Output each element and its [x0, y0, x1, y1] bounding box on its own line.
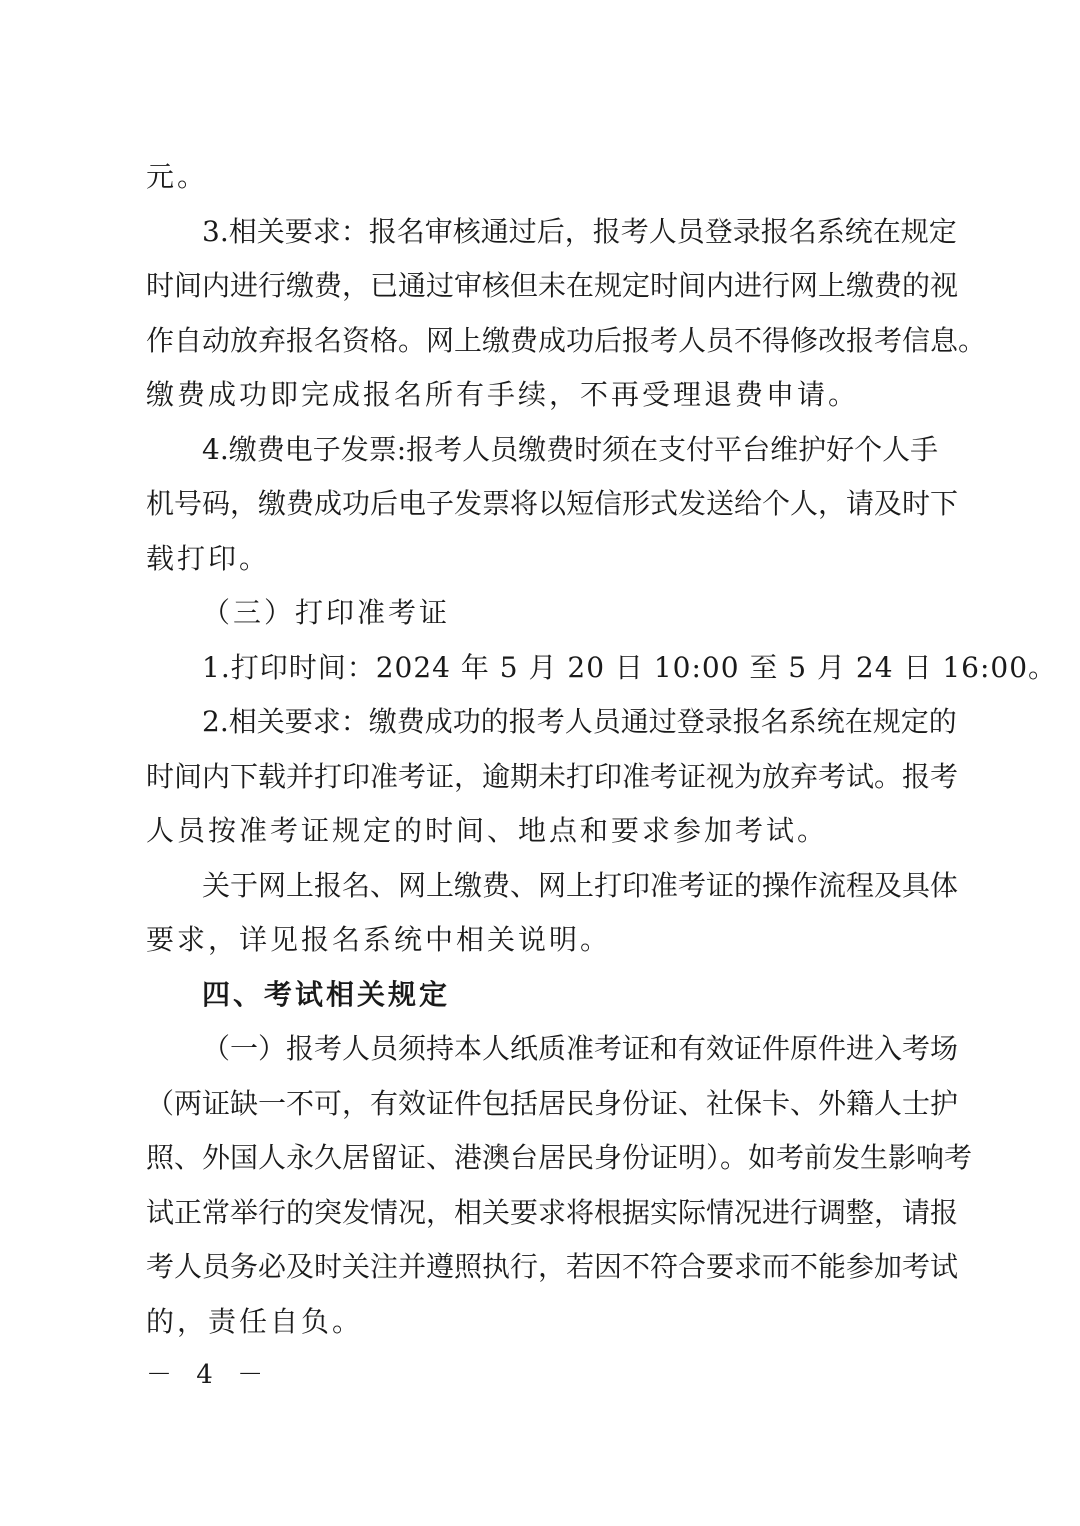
text-line: 时间内下载并打印准考证，逾期未打印准考证视为放弃考试。报考	[146, 759, 959, 793]
text-line: 1.打印时间：2024 年 5 月 20 日 10:00 至 5 月 24 日 16:00。	[202, 650, 1058, 684]
text-line: 2.相关要求：缴费成功的报考人员通过登录报名系统在规定的	[202, 705, 957, 738]
text-line: 要求，详见报名系统中相关说明。	[146, 923, 612, 956]
text-line: 缴费成功即完成报名所有手续，不再受理退费申请。	[146, 378, 860, 411]
text-line: 的，责任自负。	[146, 1304, 364, 1338]
text-line: 载打印。	[146, 541, 271, 575]
text-line: （一）报考人员须持本人纸质准考证和有效证件原件进入考场	[202, 1032, 959, 1065]
text-line: 机号码，缴费成功后电子发票将以短信形式发送给个人，请及时下	[146, 487, 959, 520]
text-line: 试正常举行的突发情况，相关要求将根据实际情况进行调整，请报	[146, 1195, 959, 1229]
text-line: 关于网上报名、网上缴费、网上打印准考证的操作流程及具体	[202, 868, 959, 902]
text-line: 4.缴费电子发票:报考人员缴费时须在支付平台维护好个人手	[202, 432, 939, 466]
section-heading: 四、考试相关规定	[202, 977, 451, 1011]
text-line: 人员按准考证规定的时间、地点和要求参加考试。	[146, 814, 829, 847]
text-line: （两证缺一不可，有效证件包括居民身份证、社保卡、外籍人士护	[146, 1086, 959, 1120]
text-line: 作自动放弃报名资格。网上缴费成功后报考人员不得修改报考信息。	[146, 323, 987, 357]
text-line: 照、外国人永久居留证、港澳台居民身份证明）。如考前发生影响考	[146, 1141, 973, 1174]
text-line: 时间内进行缴费，已通过审核但未在规定时间内进行网上缴费的视	[146, 269, 959, 302]
text-line: 3.相关要求：报名审核通过后，报考人员登录报名系统在规定	[202, 214, 957, 248]
text-line: 考人员务必及时关注并遵照执行，若因不符合要求而不能参加考试	[146, 1250, 959, 1283]
page-number: － 4 －	[146, 1360, 272, 1390]
text-line: 元。	[146, 160, 209, 193]
subsection-heading: （三）打印准考证	[202, 596, 451, 629]
body-text	[146, 150, 1058, 1349]
